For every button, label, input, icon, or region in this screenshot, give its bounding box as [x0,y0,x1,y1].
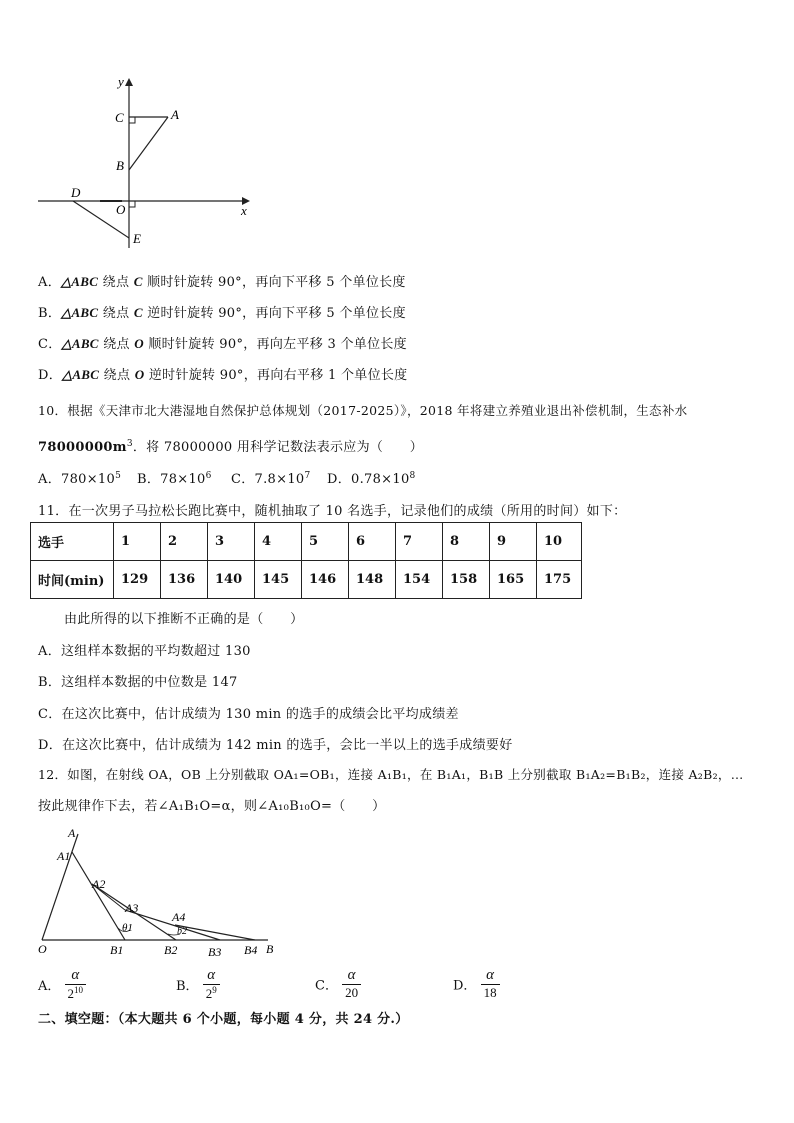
fraction-numerator: α [71,967,80,983]
label-B: B [116,158,124,173]
q9-option-d-rest: 逆时针旋转 90°，再向右平移 1 个单位长度 [144,368,408,383]
q12-option-c[interactable] [315,967,361,1001]
q11-prompt: 由此所得的以下推断不正确的是（ ） [64,612,304,627]
q12-stem-line1: 12．如图，在射线 OA，OB 上分别截取 OA₁=OB₁，连接 A₁B₁，在 B₁A₁，B₁B 上分别截取 B₁A₂=B₁B₂，连接 A₂B₂，… [38,767,744,782]
table-row [31,523,582,561]
q12-option-b-letter: B． [176,979,199,994]
q9-option-a-letter: A． [38,275,61,290]
label-x: x [241,203,247,218]
fraction-numerator: α [486,967,495,983]
q10-option-d[interactable] [327,468,416,487]
q9-option-b-rest: 逆时针旋转 90°，再向下平移 5 个单位长度 [142,306,406,321]
label-y: y [118,74,124,89]
table-cell: 146 [302,561,349,599]
q10-option-c[interactable] [231,468,311,487]
q10-stem-line2 [38,436,423,455]
q10-option-c-base: 7.8×10 [254,472,305,487]
label-B3: B3 [208,945,222,959]
q10-option-a-letter: A． [38,472,61,487]
q10-option-d-letter: D． [327,472,352,487]
table-cell: 145 [255,561,302,599]
segment-AB [129,117,168,170]
q10-option-b[interactable] [137,468,212,487]
label-theta: θ1 [122,922,133,934]
den-base: 18 [483,985,497,1000]
label-C: C [115,110,124,125]
q10-volume-exp: 3 [126,439,133,449]
table-cell: 3 [208,523,255,561]
label-A: A [171,107,179,122]
label-B: B [266,942,274,956]
q12-option-a[interactable] [38,967,86,1002]
den-base: 20 [345,985,359,1000]
q9-option-b-point: C [133,305,143,320]
q10-option-b-letter: B． [137,472,161,487]
label-A4: A4 [172,910,186,924]
q9-option-d[interactable] [38,364,407,383]
label-A1: A1 [57,849,71,863]
q12-option-c-fraction [342,967,361,1001]
q9-option-a-tri: △ABC [61,274,99,289]
q10-option-d-exp: 8 [409,471,416,481]
q9-option-a-point: C [133,274,143,289]
den-exp: 9 [212,985,217,995]
table-cell: 7 [396,523,443,561]
table-cell: 10 [537,523,582,561]
table-header-cell: 时间(min) [31,561,114,599]
q11-option-a[interactable]: A．这组样本数据的平均数超过 130 [38,644,251,659]
label-B4: B4 [244,943,258,957]
table-cell: 1 [114,523,161,561]
den-base: 2 [205,986,213,1001]
table-cell: 154 [396,561,443,599]
q9-option-a-rest: 顺时针旋转 90°，再向下平移 5 个单位长度 [142,275,406,290]
q9-option-c[interactable] [38,333,407,352]
q9-option-c-mid: 绕点 [98,337,135,352]
table-cell: 158 [443,561,490,599]
y-axis-arrow [125,78,133,86]
q12-option-a-fraction [65,967,87,1002]
table-cell: 165 [490,561,537,599]
label-B1: B1 [110,943,124,957]
q12-stem-line2: 按此规律作下去，若∠A₁B₁O=α，则∠A₁₀B₁₀O=（ ） [38,799,386,814]
table-cell: 2 [161,523,208,561]
q9-option-a[interactable] [38,271,406,290]
q10-question: ．将 78000000 用科学记数法表示应为（ ） [132,440,424,455]
label-A: A [68,826,76,840]
label-A2: A2 [92,877,106,891]
q9-option-c-tri: △ABC [61,336,99,351]
table-cell: 8 [443,523,490,561]
q9-option-d-point: O [134,367,145,382]
q9-option-c-letter: C． [38,337,62,352]
table-cell: 136 [161,561,208,599]
table-cell: 148 [349,561,396,599]
q9-option-b-tri: △ABC [61,305,99,320]
q10-option-b-exp: 6 [205,471,212,481]
q9-option-a-mid: 绕点 [98,275,134,290]
segment-A4B4 [175,925,255,940]
q10-option-b-base: 78×10 [160,472,206,487]
fraction-denominator [481,984,500,1001]
label-D: D [71,185,81,200]
q11-option-d[interactable]: D．在这次比赛中，估计成绩为 142 min 的选手，会比一半以上的选手成绩要好 [38,738,513,753]
q10-volume: 78000000m [38,440,127,455]
fraction-denominator [342,984,361,1001]
q10-option-d-base: 0.78×10 [351,472,410,487]
q9-option-b-mid: 绕点 [98,306,134,321]
q10-stem-line1: 10．根据《天津市北大港湿地自然保护总体规划（2017-2025）》，2018 年将建立养殖业退出补偿机制，生态补水 [38,403,688,418]
label-b2: b2 [177,926,187,937]
table-cell: 175 [537,561,582,599]
label-O: O [38,942,47,956]
label-E: E [133,231,141,246]
q10-option-c-exp: 7 [304,471,311,481]
q12-option-c-letter: C． [315,978,338,994]
q12-option-d[interactable] [453,967,500,1001]
section-heading: 二、填空题：（本大题共 6 个小题，每小题 4 分，共 24 分.） [38,1012,409,1027]
q10-option-a-exp: 5 [115,471,122,481]
den-base: 2 [67,986,75,1001]
label-B2: B2 [164,943,178,957]
q11-option-b[interactable]: B．这组样本数据的中位数是 147 [38,675,238,690]
q12-option-b[interactable] [176,967,220,1002]
q9-option-c-rest: 顺时针旋转 90°，再向左平移 3 个单位长度 [143,337,407,352]
q12-option-d-letter: D． [453,978,477,994]
q9-option-b[interactable] [38,302,406,321]
q9-option-d-letter: D． [38,368,63,383]
q10-option-c-letter: C． [231,472,255,487]
fraction-denominator [203,984,220,1002]
q9-option-c-point: O [134,336,144,351]
q9-option-b-letter: B． [38,306,62,321]
q12-option-b-fraction [203,967,220,1002]
q12-option-a-letter: A． [38,979,61,994]
q11-table [30,522,582,599]
angle-figure [30,822,290,962]
fraction-numerator: α [207,967,216,983]
table-cell: 140 [208,561,255,599]
table-cell: 4 [255,523,302,561]
label-O: O [116,202,126,217]
q11-option-c[interactable]: C．在这次比赛中，估计成绩为 130 min 的选手的成绩会比平均成绩差 [38,707,459,722]
segment-A1B1 [72,852,125,940]
q10-option-a[interactable] [38,468,121,487]
q9-option-d-tri: △ABC [62,367,100,382]
table-header-cell: 选手 [31,523,114,561]
right-angle-mark-C [129,117,135,123]
q9-option-d-mid: 绕点 [99,368,135,383]
q12-option-d-fraction [481,967,500,1001]
table-cell: 6 [349,523,396,561]
fraction-numerator: α [347,967,356,983]
table-cell: 9 [490,523,537,561]
q11-stem: 11．在一次男子马拉松长跑比赛中，随机抽取了 10 名选手，记录他们的成绩（所用的时间）如下： [38,504,627,519]
label-A3: A3 [125,901,139,915]
table-cell: 5 [302,523,349,561]
q10-option-a-base: 780×10 [61,472,116,487]
table-row [31,561,582,599]
right-angle-mark-O [129,201,135,207]
table-cell: 129 [114,561,161,599]
coordinate-figure [30,70,270,255]
den-exp: 10 [74,985,84,995]
fraction-denominator [65,984,87,1002]
